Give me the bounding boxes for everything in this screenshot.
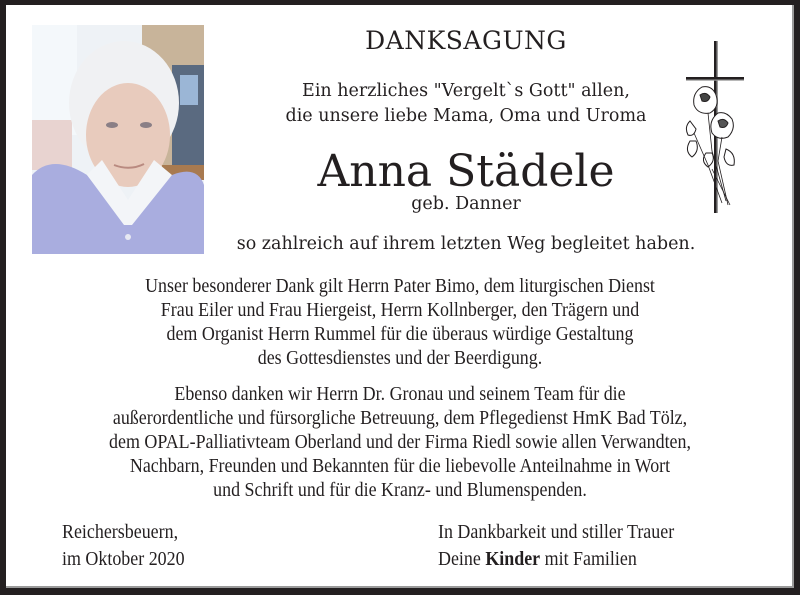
closing-line: so zahlreich auf ihrem letzten Weg begleitet haben.	[236, 234, 696, 254]
signoff-line: In Dankbarkeit und stiller Trauer	[438, 522, 675, 543]
page-title: DANKSAGUNG	[365, 26, 567, 55]
paragraph-line: dem OPAL-Palliativteam Oberland und der Firma Riedl sowie allen Verwandten,	[109, 432, 691, 453]
paragraph-line: außerordentliche und fürsorgliche Betreuung, dem Pflegedienst HmK Bad Tölz,	[112, 408, 688, 429]
intro-line: die unsere liebe Mama, Oma und Uroma	[285, 106, 647, 126]
paragraph-line: dem Organist Herrn Rummel für die überaus würdige Gestaltung	[166, 324, 634, 345]
cross-with-roses-icon	[682, 41, 746, 213]
intro-line: Ein herzliches "Vergelt`s Gott" allen,	[302, 81, 630, 101]
signoff	[438, 519, 674, 573]
signoff-bold: Kinder	[485, 549, 541, 570]
paragraph-line: Unser besonderer Dank gilt Herrn Pater Bimo, dem liturgischen Dienst	[145, 276, 655, 297]
thanks-paragraph-2	[38, 383, 763, 503]
obituary-card	[6, 5, 794, 588]
signoff-prefix: Deine	[438, 549, 486, 570]
portrait-photo	[32, 25, 204, 254]
paragraph-line: Nachbarn, Freunden und Bekannten für die liebevolle Anteilnahme in Wort	[129, 456, 671, 477]
birth-name: geb. Danner	[411, 194, 521, 214]
thanks-paragraph-1	[38, 275, 763, 371]
signoff-family	[438, 546, 674, 573]
place-and-date	[62, 519, 185, 573]
date: im Oktober 2020	[62, 549, 185, 570]
deceased-name: Anna Städele	[317, 146, 615, 197]
paragraph-line: und Schrift und für die Kranz- und Blumenspenden.	[213, 480, 587, 501]
paragraph-line: Frau Eiler und Frau Hiergeist, Herrn Kollnberger, den Trägern und	[160, 300, 640, 321]
signoff-suffix: mit Familien	[540, 549, 637, 570]
intro-text	[266, 79, 666, 129]
paragraph-line: des Gottesdienstes und der Beerdigung.	[257, 348, 543, 369]
paragraph-line: Ebenso danken wir Herrn Dr. Gronau und seinem Team für die	[174, 384, 626, 405]
place: Reichersbeuern,	[62, 522, 179, 543]
